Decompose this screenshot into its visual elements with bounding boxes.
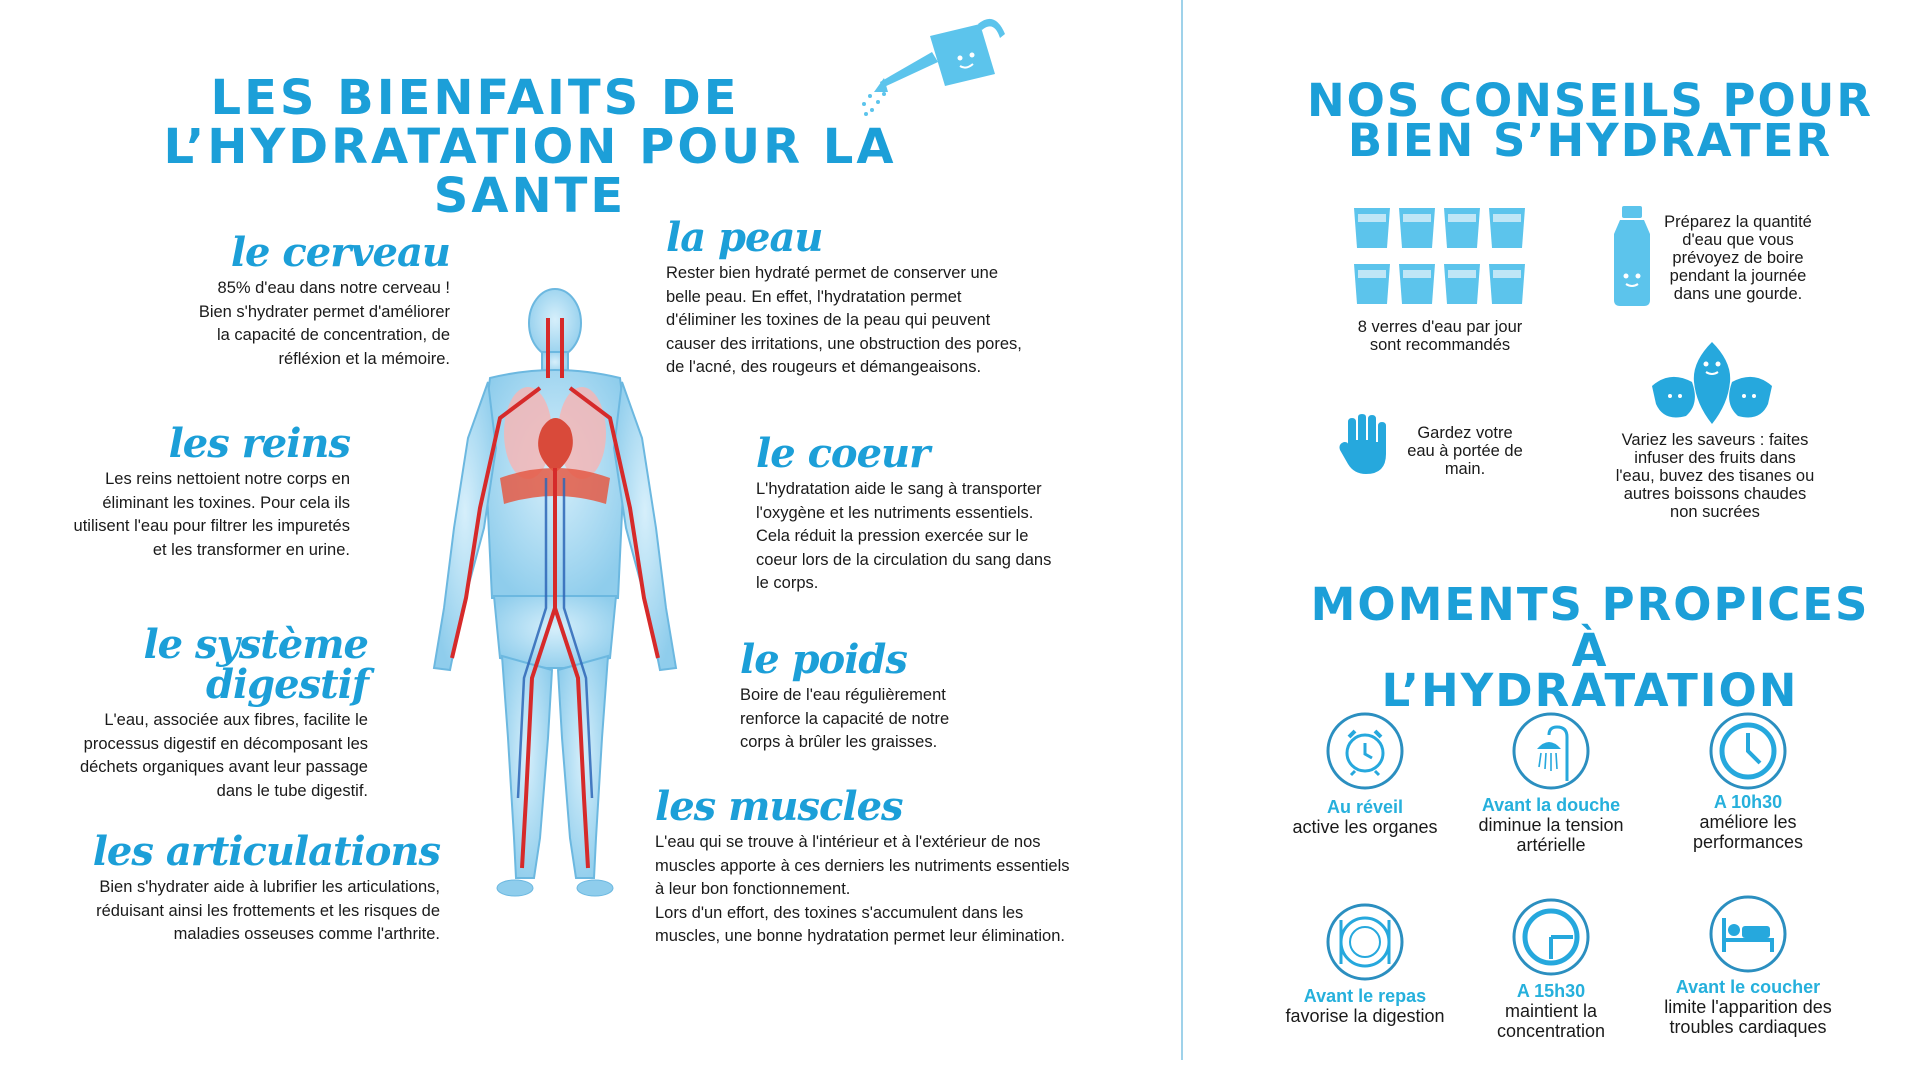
organ-coeur-text bbox=[756, 478, 1136, 596]
text-line: Variez les saveurs : faites bbox=[1621, 431, 1809, 449]
organ-poids bbox=[740, 636, 1040, 755]
organ-cerveau bbox=[140, 229, 450, 371]
organ-poids-text bbox=[740, 684, 1040, 755]
text-line: Bien s'hydrater aide à lubrifier les articulations, bbox=[99, 878, 440, 896]
text-line: non sucrées bbox=[1670, 503, 1760, 521]
watering-can-icon bbox=[860, 14, 1015, 119]
organ-digestif bbox=[40, 621, 368, 803]
organ-reins-text bbox=[40, 468, 350, 562]
text-line: dans le tube digestif. bbox=[216, 781, 368, 800]
text-line: renforce la capacité de notre bbox=[740, 709, 950, 728]
organ-reins bbox=[40, 420, 350, 562]
text-line: muscles, une bonne hydratation permet leur élimination. bbox=[655, 927, 1065, 945]
moments-title bbox=[1290, 578, 1890, 717]
conseils-title-line1: NOS CONSEILS POUR bbox=[1306, 74, 1873, 127]
organ-muscles-text bbox=[655, 831, 1125, 949]
text-line: l'oxygène et les nutriments essentiels. bbox=[756, 503, 1034, 522]
text-line: déchets organiques avant leur passage bbox=[79, 758, 368, 776]
text-line: 85% d'eau dans notre cerveau ! bbox=[217, 279, 450, 297]
water-glasses-icon bbox=[1352, 206, 1532, 308]
moment-repas bbox=[1265, 986, 1465, 1026]
moment-1530-title: A 15h30 bbox=[1516, 981, 1586, 1001]
text-line: main. bbox=[1444, 460, 1486, 478]
organ-cerveau-text bbox=[140, 277, 450, 371]
text-line: sont recommandés bbox=[1369, 336, 1511, 354]
text-line: belle peau. En effet, l'hydratation permet bbox=[666, 287, 962, 306]
clock-1530-icon bbox=[1511, 897, 1591, 977]
moment-douche-title: Avant la douche bbox=[1481, 795, 1621, 815]
text-line: infuser des fruits dans bbox=[1634, 449, 1796, 467]
organ-poids-title: le poids bbox=[740, 636, 907, 683]
organ-coeur-title: le coeur bbox=[756, 430, 930, 477]
conseils-title bbox=[1300, 74, 1880, 167]
text-line: causer des irritations, une obstruction des pores, bbox=[666, 334, 1022, 353]
text-line: d'eau que vous bbox=[1682, 231, 1794, 249]
section-divider bbox=[1181, 0, 1183, 1060]
text-line: Gardez votre bbox=[1417, 424, 1513, 442]
text-line: active les organes bbox=[1292, 817, 1438, 837]
organ-peau-text bbox=[666, 262, 1086, 380]
text-line: corps à brûler les graisses. bbox=[740, 733, 938, 751]
text-line: autres boissons chaudes bbox=[1623, 485, 1807, 503]
text-line: prévoyez de boire bbox=[1672, 249, 1804, 267]
text-line: Bien s'hydrater permet d'améliorer bbox=[198, 302, 450, 321]
text-line: pendant la journée bbox=[1669, 267, 1807, 285]
moment-coucher-title: Avant le coucher bbox=[1675, 977, 1821, 997]
organ-articulations-text bbox=[40, 876, 440, 947]
text-line: eau à portée de bbox=[1407, 442, 1523, 460]
text-line: la capacité de concentration, de bbox=[217, 326, 450, 344]
organ-peau bbox=[666, 214, 1086, 380]
moment-1030 bbox=[1648, 792, 1848, 852]
moment-reveil-title: Au réveil bbox=[1326, 797, 1404, 817]
text-line: Rester bien hydraté permet de conserver une bbox=[666, 264, 999, 282]
text-line: muscles apporte à ces derniers les nutriments essentiels bbox=[655, 856, 1070, 875]
text-line: améliore les bbox=[1699, 812, 1797, 832]
text-line: dans une gourde. bbox=[1673, 285, 1803, 303]
tip-gourde-text bbox=[1648, 213, 1828, 303]
text-line: L'eau qui se trouve à l'intérieur et à l'extérieur de nos bbox=[655, 833, 1041, 851]
text-line: Boire de l'eau régulièrement bbox=[740, 686, 946, 704]
moment-douche bbox=[1451, 795, 1651, 855]
text-line: concentration bbox=[1496, 1021, 1606, 1041]
organ-muscles bbox=[655, 783, 1125, 949]
organ-digestif-title: le système digestif bbox=[143, 621, 368, 708]
text-line: Les reins nettoient notre corps en bbox=[105, 470, 350, 488]
moment-reveil bbox=[1265, 797, 1465, 837]
text-line: et les transformer en urine. bbox=[152, 540, 350, 559]
text-line: diminue la tension bbox=[1478, 815, 1624, 835]
organ-reins-title: les reins bbox=[168, 420, 350, 467]
text-line: utilisent l'eau pour filtrer les impuretés bbox=[73, 517, 350, 535]
organ-coeur bbox=[756, 430, 1136, 596]
text-line: artérielle bbox=[1516, 835, 1586, 855]
hand-icon bbox=[1338, 414, 1396, 476]
tip-verres-text bbox=[1320, 318, 1560, 354]
text-line: maintient la bbox=[1504, 1001, 1598, 1021]
human-body-illustration bbox=[430, 278, 680, 900]
clock-1030-icon bbox=[1708, 711, 1788, 791]
text-line: Lors d'un effort, des toxines s'accumulent dans les bbox=[655, 903, 1024, 922]
text-line: éliminant les toxines. Pour cela ils bbox=[102, 493, 350, 512]
text-line: coeur lors de la circulation du sang dans bbox=[756, 550, 1052, 569]
text-line: l'eau, buvez des tisanes ou bbox=[1615, 467, 1815, 485]
shower-icon bbox=[1511, 711, 1591, 791]
water-drops-icon bbox=[1650, 342, 1774, 424]
text-line: performances bbox=[1692, 832, 1804, 852]
text-line: limite l'apparition des bbox=[1664, 997, 1832, 1017]
moments-title-line1: MOMENTS PROPICES À bbox=[1310, 578, 1870, 677]
text-line: d'éliminer les toxines de la peau qui peuvent bbox=[666, 311, 991, 329]
benefits-title-line1: LES BIENFAITS DE bbox=[210, 70, 740, 126]
text-line: favorise la digestion bbox=[1285, 1006, 1445, 1026]
moments-title-line2: L’HYDRATATION bbox=[1381, 663, 1799, 717]
moment-1030-title: A 10h30 bbox=[1713, 792, 1783, 812]
text-line: à leur bon fonctionnement. bbox=[655, 880, 851, 898]
conseils-title-line2: BIEN S’HYDRATER bbox=[1347, 113, 1833, 167]
organ-articulations bbox=[40, 828, 440, 947]
benefits-title bbox=[100, 70, 960, 224]
text-line: L'hydratation aide le sang à transporter bbox=[756, 480, 1042, 498]
text-line: processus digestif en décomposant les bbox=[83, 734, 368, 753]
benefits-title-line2: L’HYDRATATION POUR LA SANTE bbox=[163, 118, 897, 224]
tip-saveurs-text bbox=[1590, 431, 1840, 521]
text-line: Cela réduit la pression exercée sur le bbox=[756, 527, 1029, 545]
text-line: Préparez la quantité bbox=[1664, 213, 1812, 231]
moment-1530 bbox=[1451, 981, 1651, 1041]
text-line: maladies osseuses comme l'arthrite. bbox=[173, 925, 440, 943]
text-line: réfléxion et la mémoire. bbox=[278, 349, 450, 368]
text-line: de l'acné, des rougeurs et démangeaisons. bbox=[666, 358, 982, 376]
plate-icon bbox=[1325, 902, 1405, 982]
bed-icon bbox=[1708, 894, 1788, 974]
text-line: le corps. bbox=[756, 574, 819, 592]
moment-repas-title: Avant le repas bbox=[1303, 986, 1427, 1006]
text-line: troubles cardiaques bbox=[1669, 1017, 1827, 1037]
alarm-clock-icon bbox=[1325, 711, 1405, 791]
organ-cerveau-title: le cerveau bbox=[230, 229, 450, 276]
tip-main-text bbox=[1390, 424, 1540, 478]
text-line: réduisant ainsi les frottements et les risques de bbox=[96, 901, 440, 920]
moment-coucher bbox=[1648, 977, 1848, 1037]
organ-digestif-text bbox=[40, 709, 368, 803]
organ-peau-title: la peau bbox=[666, 214, 823, 261]
organ-muscles-title: les muscles bbox=[655, 783, 903, 830]
text-line: L'eau, associée aux fibres, facilite le bbox=[104, 711, 368, 729]
text-line: 8 verres d'eau par jour bbox=[1357, 318, 1523, 336]
organ-articulations-title: les articulations bbox=[92, 828, 440, 875]
